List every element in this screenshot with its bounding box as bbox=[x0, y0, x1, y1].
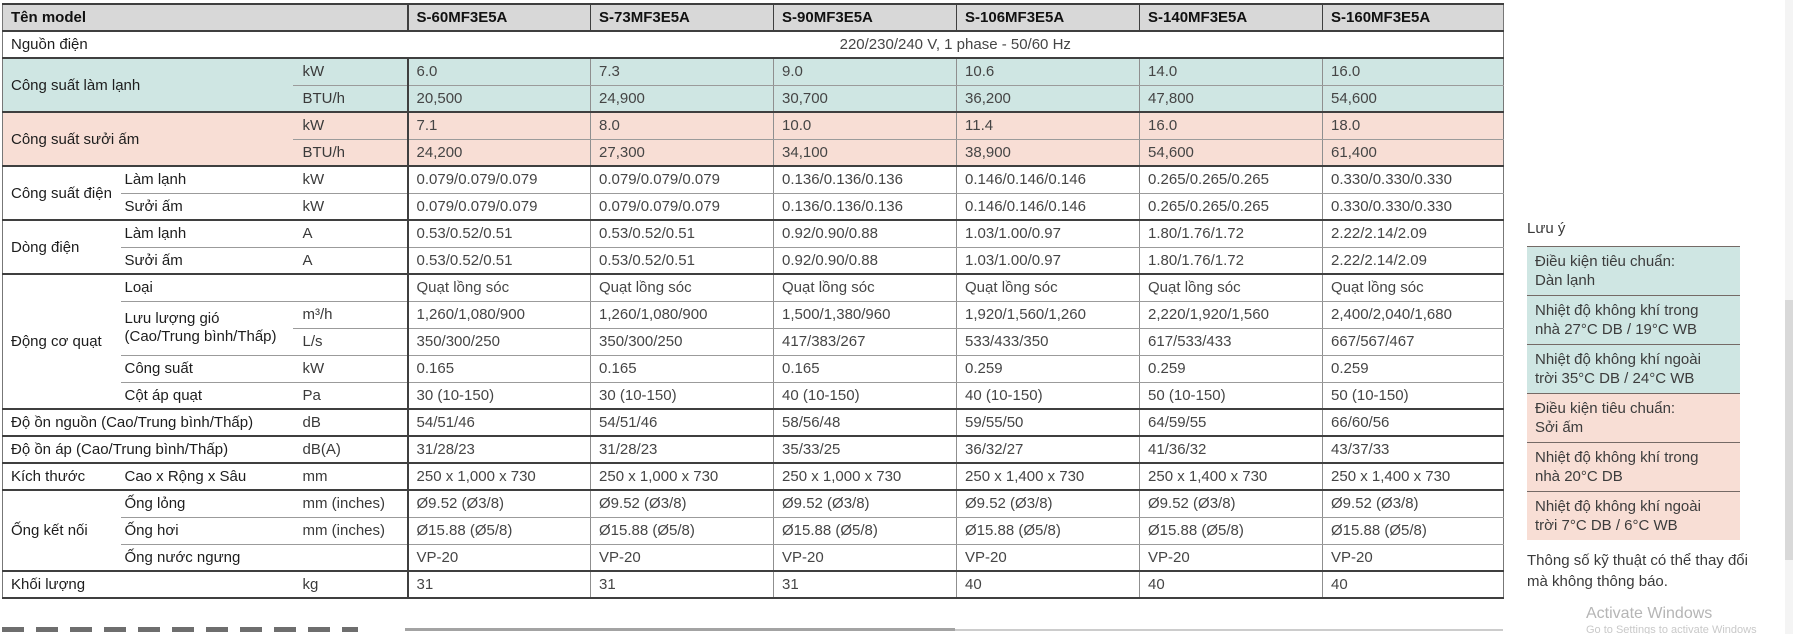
cell: 0.265/0.265/0.265 bbox=[1140, 166, 1323, 193]
model-column-header: S-90MF3E5A bbox=[774, 4, 957, 31]
row-label: Nguồn điện bbox=[3, 31, 408, 58]
cell: 250 x 1,000 x 730 bbox=[408, 463, 591, 490]
model-column-header: S-73MF3E5A bbox=[591, 4, 774, 31]
note-item bbox=[1527, 393, 1740, 442]
cell: 40 bbox=[1323, 571, 1504, 598]
cell: VP-20 bbox=[1140, 544, 1323, 571]
row-group-label: Công suất điện bbox=[3, 166, 121, 220]
note-line: Nhiệt độ không khí trong bbox=[1535, 449, 1699, 466]
cell: 50 (10-150) bbox=[1140, 382, 1323, 409]
current-cooling-row bbox=[3, 220, 1504, 247]
row-sub-label: Sưởi ấm bbox=[121, 247, 293, 274]
cell: 0.53/0.52/0.51 bbox=[591, 247, 774, 274]
disclaimer bbox=[1527, 550, 1772, 592]
row-unit: BTU/h bbox=[293, 85, 408, 112]
row-sub-label bbox=[121, 301, 293, 355]
row-unit: Pa bbox=[293, 382, 408, 409]
cell: 30 (10-150) bbox=[408, 382, 591, 409]
note-item bbox=[1527, 442, 1740, 491]
cooling-kw-row bbox=[3, 58, 1504, 85]
cell: 1,920/1,560/1,260 bbox=[957, 301, 1140, 328]
vertical-scrollbar-track[interactable] bbox=[1785, 0, 1793, 634]
note-line: Nhiệt độ không khí ngoài bbox=[1535, 351, 1701, 368]
row-group-label: Công suất sưởi ấm bbox=[3, 112, 293, 166]
watermark-line: Activate Windows bbox=[1586, 605, 1713, 622]
disclaimer-line: mà không thông báo. bbox=[1527, 573, 1668, 590]
row-sub-label: Làm lạnh bbox=[121, 220, 293, 247]
cell: 1.80/1.76/1.72 bbox=[1140, 247, 1323, 274]
vertical-scrollbar-thumb[interactable] bbox=[1785, 300, 1793, 560]
row-unit: mm (inches) bbox=[293, 517, 408, 544]
fan-type-row bbox=[3, 274, 1504, 301]
cutoff-row-line bbox=[955, 629, 1503, 631]
row-sub-label: Ống lỏng bbox=[121, 490, 293, 517]
spec-table bbox=[2, 3, 1504, 599]
cell: 11.4 bbox=[957, 112, 1140, 139]
notes-panel bbox=[1527, 220, 1748, 592]
cell: 40 bbox=[957, 571, 1140, 598]
cell: 250 x 1,400 x 730 bbox=[957, 463, 1140, 490]
model-column-header: S-60MF3E5A bbox=[408, 4, 591, 31]
row-unit: BTU/h bbox=[293, 139, 408, 166]
cell: 0.259 bbox=[1323, 355, 1504, 382]
model-column-header: S-140MF3E5A bbox=[1140, 4, 1323, 31]
cell: 617/533/433 bbox=[1140, 328, 1323, 355]
row-sub-label: Công suất bbox=[121, 355, 293, 382]
cell: 0.53/0.52/0.51 bbox=[408, 220, 591, 247]
cell: 350/300/250 bbox=[408, 328, 591, 355]
cell: Quạt lồng sóc bbox=[408, 274, 591, 301]
cell: 58/56/48 bbox=[774, 409, 957, 436]
disclaimer-line: Thông số kỹ thuật có thể thay đổi bbox=[1527, 552, 1748, 569]
cell: Ø15.88 (Ø5/8) bbox=[1140, 517, 1323, 544]
row-unit: kW bbox=[293, 166, 408, 193]
cell: VP-20 bbox=[591, 544, 774, 571]
cutoff-row-line bbox=[405, 628, 955, 631]
cell: 31 bbox=[408, 571, 591, 598]
power-source-row bbox=[3, 31, 1504, 58]
row-sub-label: Cao x Rộng x Sâu bbox=[121, 463, 293, 490]
cell: 0.136/0.136/0.136 bbox=[774, 166, 957, 193]
note-line: trời 35°C DB / 24°C WB bbox=[1535, 370, 1695, 387]
pipe-liquid-row bbox=[3, 490, 1504, 517]
cell: 24,200 bbox=[408, 139, 591, 166]
cell: 31/28/23 bbox=[591, 436, 774, 463]
cell: 54,600 bbox=[1323, 85, 1504, 112]
cell: Ø9.52 (Ø3/8) bbox=[591, 490, 774, 517]
row-unit: kg bbox=[293, 571, 408, 598]
cell: 0.92/0.90/0.88 bbox=[774, 247, 957, 274]
cell: 40 bbox=[1140, 571, 1323, 598]
note-item bbox=[1527, 491, 1740, 540]
cell: 43/37/33 bbox=[1323, 436, 1504, 463]
cell: 18.0 bbox=[1323, 112, 1504, 139]
cell: 47,800 bbox=[1140, 85, 1323, 112]
cell: 667/567/467 bbox=[1323, 328, 1504, 355]
row-unit: dB bbox=[293, 409, 408, 436]
cell: 50 (10-150) bbox=[1323, 382, 1504, 409]
airflow-m3h-row bbox=[3, 301, 1504, 328]
cell: 16.0 bbox=[1140, 112, 1323, 139]
cell: 250 x 1,400 x 730 bbox=[1140, 463, 1323, 490]
fan-static-row bbox=[3, 382, 1504, 409]
cell: 2.22/2.14/2.09 bbox=[1323, 247, 1504, 274]
note-line: Điều kiện tiêu chuẩn: bbox=[1535, 400, 1676, 417]
cell: 27,300 bbox=[591, 139, 774, 166]
cell: 54/51/46 bbox=[591, 409, 774, 436]
cell: 0.165 bbox=[591, 355, 774, 382]
cell: 30,700 bbox=[774, 85, 957, 112]
cell: 0.136/0.136/0.136 bbox=[774, 193, 957, 220]
weight-row bbox=[3, 571, 1504, 598]
cell: 7.3 bbox=[591, 58, 774, 85]
cell: 250 x 1,400 x 730 bbox=[1323, 463, 1504, 490]
cell: 0.146/0.146/0.146 bbox=[957, 193, 1140, 220]
cell: 0.079/0.079/0.079 bbox=[591, 166, 774, 193]
cell: Ø15.88 (Ø5/8) bbox=[591, 517, 774, 544]
row-sub-label: Loại bbox=[121, 274, 408, 301]
row-group-label: Động cơ quạt bbox=[3, 274, 121, 409]
note-item bbox=[1527, 344, 1740, 393]
cell: VP-20 bbox=[408, 544, 591, 571]
row-unit: mm bbox=[293, 463, 408, 490]
cell: Quạt lồng sóc bbox=[1140, 274, 1323, 301]
cell: 0.265/0.265/0.265 bbox=[1140, 193, 1323, 220]
cell: 24,900 bbox=[591, 85, 774, 112]
noise-pressure-row bbox=[3, 436, 1504, 463]
cell: 54,600 bbox=[1140, 139, 1323, 166]
cell: 64/59/55 bbox=[1140, 409, 1323, 436]
electric-cooling-row bbox=[3, 166, 1504, 193]
model-column-header: S-160MF3E5A bbox=[1323, 4, 1504, 31]
cell: 350/300/250 bbox=[591, 328, 774, 355]
cell: 31 bbox=[774, 571, 957, 598]
cell: 1,260/1,080/900 bbox=[408, 301, 591, 328]
cell: 0.92/0.90/0.88 bbox=[774, 220, 957, 247]
row-unit: kW bbox=[293, 355, 408, 382]
cell: Quạt lồng sóc bbox=[591, 274, 774, 301]
cell: 1.80/1.76/1.72 bbox=[1140, 220, 1323, 247]
cell: Quạt lồng sóc bbox=[1323, 274, 1504, 301]
dimensions-row bbox=[3, 463, 1504, 490]
pipe-drain-row bbox=[3, 544, 1504, 571]
row-unit: kW bbox=[293, 58, 408, 85]
airflow-label-line: (Cao/Trung bình/Thấp) bbox=[124, 328, 277, 345]
cell: Ø15.88 (Ø5/8) bbox=[1323, 517, 1504, 544]
cell: 40 (10-150) bbox=[957, 382, 1140, 409]
row-sub-label: Sưởi ấm bbox=[121, 193, 293, 220]
cell: 8.0 bbox=[591, 112, 774, 139]
note-line: nhà 27°C DB / 19°C WB bbox=[1535, 321, 1698, 338]
cell: 0.53/0.52/0.51 bbox=[591, 220, 774, 247]
current-heating-row bbox=[3, 247, 1504, 274]
row-sub-label: Làm lạnh bbox=[121, 166, 293, 193]
cell: 14.0 bbox=[1140, 58, 1323, 85]
cell: 16.0 bbox=[1323, 58, 1504, 85]
note-line: nhà 20°C DB bbox=[1535, 468, 1623, 485]
cell: 533/433/350 bbox=[957, 328, 1140, 355]
note-line: Sởi ấm bbox=[1535, 419, 1584, 436]
row-label: Độ ồn áp (Cao/Trung bình/Thấp) bbox=[3, 436, 293, 463]
cell: 0.079/0.079/0.079 bbox=[408, 193, 591, 220]
row-group-label: Dòng điện bbox=[3, 220, 121, 274]
cell: Ø9.52 (Ø3/8) bbox=[774, 490, 957, 517]
cell: 0.165 bbox=[408, 355, 591, 382]
cell: 417/383/267 bbox=[774, 328, 957, 355]
cell: 1,500/1,380/960 bbox=[774, 301, 957, 328]
model-header-label: Tên model bbox=[3, 4, 408, 31]
cell: 31 bbox=[591, 571, 774, 598]
cell: 0.259 bbox=[957, 355, 1140, 382]
cell: 2,220/1,920/1,560 bbox=[1140, 301, 1323, 328]
cell: Ø15.88 (Ø5/8) bbox=[957, 517, 1140, 544]
row-unit: dB(A) bbox=[293, 436, 408, 463]
watermark-line: Go to Settings to activate Windows bbox=[1586, 624, 1757, 634]
row-group-label: Ống kết nối bbox=[3, 490, 121, 571]
heating-kw-row bbox=[3, 112, 1504, 139]
note-item bbox=[1527, 246, 1740, 295]
cell: 0.146/0.146/0.146 bbox=[957, 166, 1140, 193]
pipe-gas-row bbox=[3, 517, 1504, 544]
cell: 10.6 bbox=[957, 58, 1140, 85]
cell: 59/55/50 bbox=[957, 409, 1140, 436]
cell: Quạt lồng sóc bbox=[774, 274, 957, 301]
cell: 0.259 bbox=[1140, 355, 1323, 382]
cell: 0.330/0.330/0.330 bbox=[1323, 166, 1504, 193]
cell: 36/32/27 bbox=[957, 436, 1140, 463]
cell: 2.22/2.14/2.09 bbox=[1323, 220, 1504, 247]
cell: 38,900 bbox=[957, 139, 1140, 166]
row-group-label: Công suất làm lạnh bbox=[3, 58, 293, 112]
cell: 6.0 bbox=[408, 58, 591, 85]
activate-windows-watermark bbox=[1586, 604, 1757, 634]
cell: 1.03/1.00/0.97 bbox=[957, 247, 1140, 274]
cell: Ø15.88 (Ø5/8) bbox=[774, 517, 957, 544]
cell: 7.1 bbox=[408, 112, 591, 139]
note-line: Nhiệt độ không khí trong bbox=[1535, 302, 1699, 319]
cell: 0.079/0.079/0.079 bbox=[408, 166, 591, 193]
row-unit: A bbox=[293, 247, 408, 274]
row-label: Độ ồn nguồn (Cao/Trung bình/Thấp) bbox=[3, 409, 293, 436]
note-item bbox=[1527, 295, 1740, 344]
airflow-label-line: Lưu lượng gió bbox=[124, 310, 220, 327]
cell: VP-20 bbox=[774, 544, 957, 571]
row-sub-label: Ống hơi bbox=[121, 517, 293, 544]
cell: 0.165 bbox=[774, 355, 957, 382]
note-line: Nhiệt độ không khí ngoài bbox=[1535, 498, 1701, 515]
row-unit: kW bbox=[293, 112, 408, 139]
note-line: trời 7°C DB / 6°C WB bbox=[1535, 517, 1678, 534]
cell: 10.0 bbox=[774, 112, 957, 139]
notes-title: Lưu ý bbox=[1527, 220, 1566, 237]
header-row bbox=[3, 4, 1504, 31]
cell: Ø15.88 (Ø5/8) bbox=[408, 517, 591, 544]
fan-power-row bbox=[3, 355, 1504, 382]
cell: 61,400 bbox=[1323, 139, 1504, 166]
cell: 2,400/2,040/1,680 bbox=[1323, 301, 1504, 328]
note-line: Dàn lạnh bbox=[1535, 272, 1596, 289]
cell: 66/60/56 bbox=[1323, 409, 1504, 436]
cell: Ø9.52 (Ø3/8) bbox=[408, 490, 591, 517]
cell: 35/33/25 bbox=[774, 436, 957, 463]
cell: 250 x 1,000 x 730 bbox=[591, 463, 774, 490]
cell: 36,200 bbox=[957, 85, 1140, 112]
row-unit: m³/h bbox=[293, 301, 408, 328]
row-label: Khối lượng bbox=[3, 571, 293, 598]
row-unit: L/s bbox=[293, 328, 408, 355]
cell: 54/51/46 bbox=[408, 409, 591, 436]
cell: 1,260/1,080/900 bbox=[591, 301, 774, 328]
electric-heating-row bbox=[3, 193, 1504, 220]
cell: Ø9.52 (Ø3/8) bbox=[1140, 490, 1323, 517]
row-unit: mm (inches) bbox=[293, 490, 408, 517]
cell: 20,500 bbox=[408, 85, 591, 112]
row-sub-label: Ống nước ngưng bbox=[121, 544, 408, 571]
cell: 0.079/0.079/0.079 bbox=[591, 193, 774, 220]
cell: 250 x 1,000 x 730 bbox=[774, 463, 957, 490]
cell: Quạt lồng sóc bbox=[957, 274, 1140, 301]
cell: 0.53/0.52/0.51 bbox=[408, 247, 591, 274]
cell: VP-20 bbox=[1323, 544, 1504, 571]
model-column-header: S-106MF3E5A bbox=[957, 4, 1140, 31]
noise-power-row bbox=[3, 409, 1504, 436]
note-line: Điều kiện tiêu chuẩn: bbox=[1535, 253, 1676, 270]
cell: 40 (10-150) bbox=[774, 382, 957, 409]
cell: 9.0 bbox=[774, 58, 957, 85]
row-unit: A bbox=[293, 220, 408, 247]
cell: 1.03/1.00/0.97 bbox=[957, 220, 1140, 247]
row-sub-label: Cột áp quạt bbox=[121, 382, 293, 409]
cell: Ø9.52 (Ø3/8) bbox=[1323, 490, 1504, 517]
cell: 0.330/0.330/0.330 bbox=[1323, 193, 1504, 220]
row-unit: kW bbox=[293, 193, 408, 220]
cutoff-row-fragment bbox=[2, 627, 358, 632]
cell: 31/28/23 bbox=[408, 436, 591, 463]
cell: Ø9.52 (Ø3/8) bbox=[957, 490, 1140, 517]
row-group-label: Kích thước bbox=[3, 463, 121, 490]
cell: VP-20 bbox=[957, 544, 1140, 571]
cell: 34,100 bbox=[774, 139, 957, 166]
power-source-value: 220/230/240 V, 1 phase - 50/60 Hz bbox=[408, 31, 1504, 58]
cell: 30 (10-150) bbox=[591, 382, 774, 409]
cell: 41/36/32 bbox=[1140, 436, 1323, 463]
